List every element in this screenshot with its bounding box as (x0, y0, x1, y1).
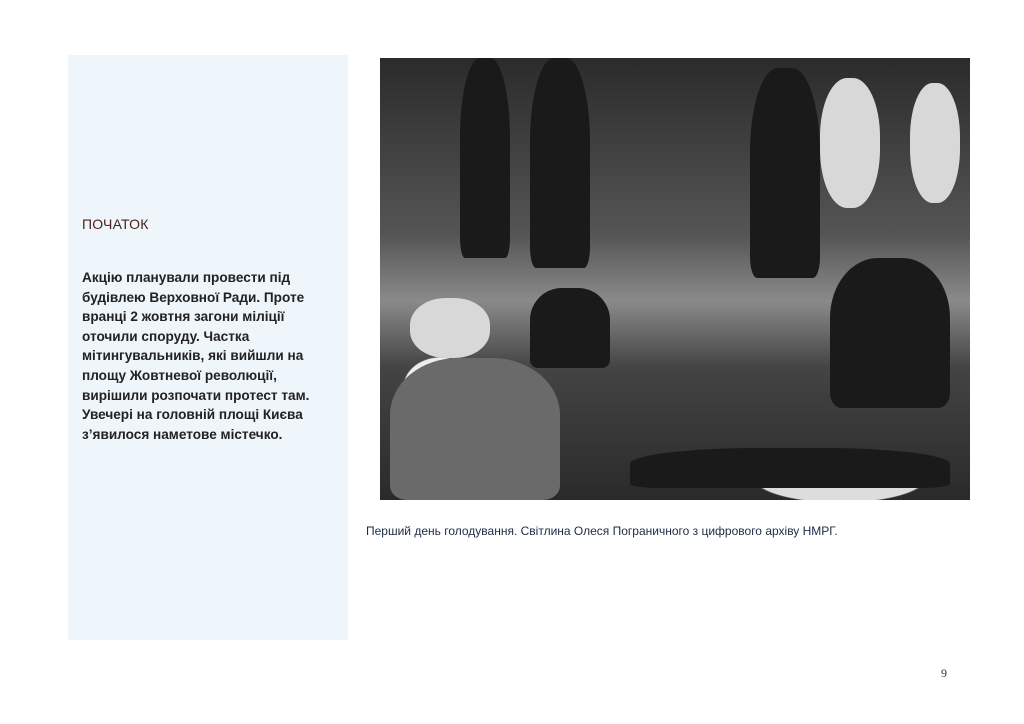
photo-figure (460, 58, 510, 258)
paragraph-line: Акцію планували провести під (82, 270, 291, 285)
section-heading: ПОЧАТОК (82, 216, 149, 232)
photo-figure (910, 83, 960, 203)
paragraph-line: вранці 2 жовтня загони міліції (82, 309, 285, 325)
photo-figure (390, 358, 560, 500)
page-number: 9 (941, 666, 947, 680)
photo-figure (750, 68, 820, 278)
photo-figure (530, 288, 610, 368)
photo-figure (830, 258, 950, 408)
photo-figure (630, 448, 950, 488)
paragraph-line: будівлею Верховної Ради. Проте (82, 289, 305, 305)
paragraph-line: мітингувальників, які вийшли на (82, 348, 304, 364)
paragraph-line: Увечері на головній площі Києва (82, 407, 303, 423)
photo-figure (410, 298, 490, 358)
photo-caption: Перший день голодування. Світлина Олеся Пограничного з цифрового архіву НМРГ. (366, 524, 838, 538)
section-paragraph (82, 268, 309, 444)
paragraph-line: оточили споруду. Частка (82, 328, 250, 344)
paragraph-line: площу Жовтневої революції, (82, 367, 277, 383)
photo-figure (530, 58, 590, 268)
protest-photo (380, 58, 970, 500)
paragraph-line: вирішили розпочати протест там. (82, 387, 310, 403)
paragraph-line: з’явилося наметове містечко. (82, 426, 283, 442)
photo-figure (820, 78, 880, 208)
